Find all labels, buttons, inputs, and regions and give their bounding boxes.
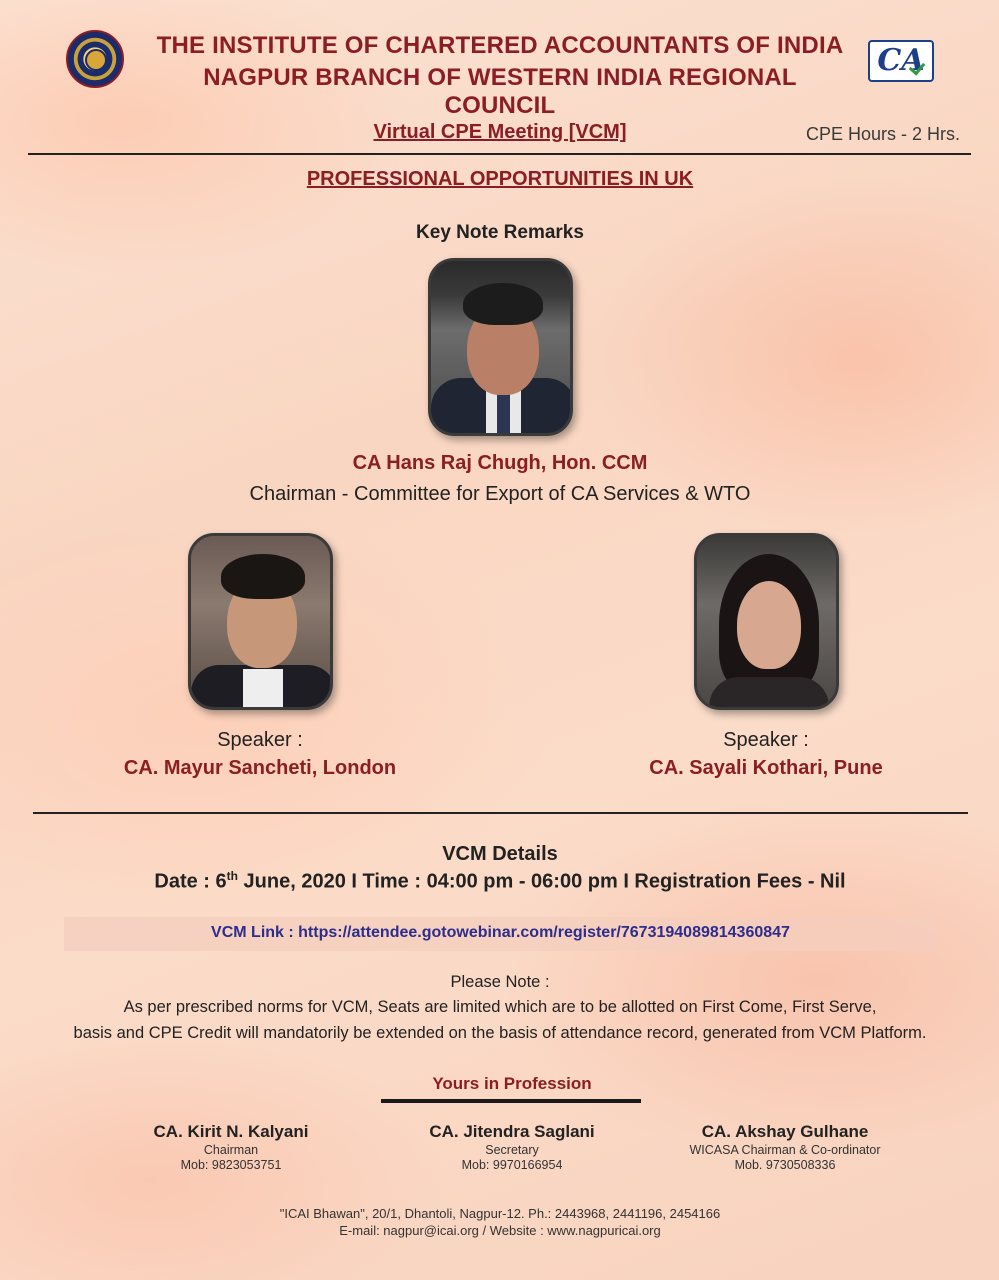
speaker-1-label: Speaker :: [217, 729, 303, 751]
cpe-hours: CPE Hours - 2 Hrs.: [805, 124, 960, 144]
signatory-role: Secretary: [485, 1143, 539, 1157]
note-heading: Please Note :: [450, 973, 550, 991]
signatory-secretary: [382, 1122, 642, 1172]
speaker-2-name: CA. Sayali Kothari, Pune: [649, 757, 883, 779]
keynote-speaker-name: CA Hans Raj Chugh, Hon. CCM: [352, 452, 648, 474]
header-branch-name: NAGPUR BRANCH OF WESTERN INDIA REGIONAL COUNCIL: [203, 64, 797, 119]
signatory-chairman: [101, 1122, 361, 1172]
keynote-heading: Key Note Remarks: [416, 222, 584, 243]
vcm-details-heading: VCM Details: [442, 843, 558, 865]
details-divider: [33, 812, 968, 814]
signatory-mobile: Mob. 9730508336: [734, 1158, 836, 1172]
signatory-role: Chairman: [203, 1143, 259, 1157]
ca-logo: CA: [868, 40, 934, 82]
signatory-wicasa-chairman: [655, 1122, 915, 1172]
signatory-role: WICASA Chairman & Co-ordinator: [689, 1143, 881, 1157]
header-institute-name: THE INSTITUTE OF CHARTERED ACCOUNTANTS OF INDIA: [156, 32, 844, 59]
signoff-heading: Yours in Profession: [432, 1074, 592, 1093]
date-time-fees: Date : 6th June, 2020 I Time : 04:00 pm - 06:00 pm I Registration Fees - Nil: [154, 869, 846, 893]
signatory-name: CA. Akshay Gulhane: [701, 1122, 869, 1141]
footer-address: "ICAI Bhawan", 20/1, Dhantoli, Nagpur-12. Ph.: 2443968, 2441196, 2454166: [279, 1206, 721, 1221]
vcm-link-label: VCM Link :: [211, 924, 299, 941]
meeting-type: Virtual CPE Meeting [VCM]: [373, 121, 627, 143]
speaker-2-label: Speaker :: [723, 729, 809, 751]
signatory-mobile: Mob: 9823053751: [180, 1158, 282, 1172]
keynote-speaker-photo: [428, 258, 573, 436]
signoff-divider: [381, 1099, 641, 1103]
icai-emblem-logo: [66, 30, 124, 88]
note-line-1: As per prescribed norms for VCM, Seats are limited which are to be allotted on First Come, First Serve,: [123, 998, 877, 1016]
speaker-1-photo: [188, 533, 333, 710]
signatory-name: CA. Jitendra Saglani: [429, 1122, 595, 1141]
signatory-mobile: Mob: 9970166954: [461, 1158, 563, 1172]
meeting-topic: PROFESSIONAL OPPORTUNITIES IN UK: [306, 168, 694, 190]
vcm-link[interactable]: [64, 924, 937, 942]
speaker-2-photo: [694, 533, 839, 710]
footer-contact: E-mail: nagpur@icai.org / Website : www.nagpuricai.org: [339, 1223, 661, 1238]
header-divider: [28, 153, 971, 155]
keynote-speaker-role: Chairman - Committee for Export of CA Services & WTO: [249, 483, 751, 505]
signatory-name: CA. Kirit N. Kalyani: [153, 1122, 309, 1141]
vcm-link-url[interactable]: https://attendee.gotowebinar.com/register/7673194089814360847: [298, 924, 790, 941]
speaker-1-name: CA. Mayur Sancheti, London: [123, 757, 397, 779]
note-line-2: basis and CPE Credit will mandatorily be extended on the basis of attendance record, generated from VCM Platform.: [73, 1024, 927, 1042]
